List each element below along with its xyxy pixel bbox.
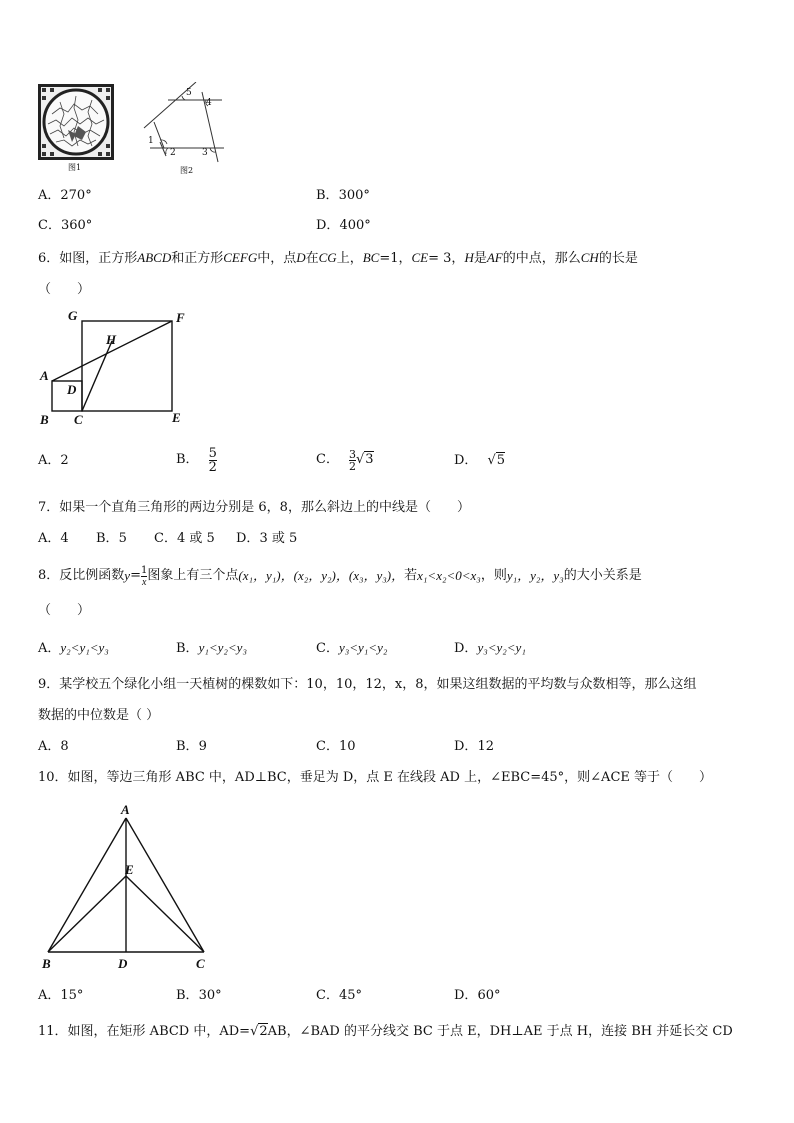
q5-angle-label-5: 5 <box>186 88 192 98</box>
q7-option-c[interactable]: C．4 或 5 <box>154 531 215 546</box>
q8-option-b[interactable]: B．y₁<y₂<y₃ <box>176 640 247 656</box>
q6-label-f: F <box>176 310 185 325</box>
q10-figure <box>36 802 216 974</box>
q9-option-c[interactable]: C．10 <box>316 739 356 754</box>
q6-option-c[interactable]: C． $\frac{3}{2}$ √3 <box>316 447 374 473</box>
q6-option-d-radical: √5 <box>487 453 506 468</box>
q5-option-c[interactable]: C．360° <box>38 218 93 233</box>
q6-option-b[interactable]: B． $\frac{5}{2}$ <box>176 445 217 475</box>
q10-option-c[interactable]: C．45° <box>316 988 362 1003</box>
q6-option-c-fraction: $\frac{3}{2}$ <box>348 447 356 473</box>
window-pattern-figure <box>38 84 114 160</box>
q7-stem: 7．如果一个直角三角形的两边分别是 6，8，那么斜边上的中线是（ ） <box>38 500 470 515</box>
q8-function-fraction: $\frac{1}{x}$ <box>140 564 148 588</box>
q6-option-a[interactable]: A．2 <box>38 453 69 468</box>
q8-option-a[interactable]: A．y₂<y₁<y₃ <box>38 640 109 656</box>
q10-label-a: A <box>121 802 130 817</box>
q9-option-b[interactable]: B．9 <box>176 739 207 754</box>
q6-label-h: H <box>106 332 117 347</box>
q6-label-e: E <box>172 410 181 425</box>
q6-label-b: B <box>40 412 49 427</box>
q10-label-b: B <box>42 956 51 971</box>
q10-option-d[interactable]: D．60° <box>454 988 501 1003</box>
q6-option-b-fraction: $\frac{5}{2}$ <box>208 445 217 475</box>
q9-option-a[interactable]: A．8 <box>38 739 69 754</box>
q8-option-c[interactable]: C．y₃<y₁<y₂ <box>316 640 388 656</box>
q7-option-d[interactable]: D．3 或 5 <box>236 531 298 546</box>
q5-figure-2 <box>140 82 226 164</box>
q5-angle-label-2: 2 <box>170 148 176 158</box>
q10-option-a[interactable]: A．15° <box>38 988 84 1003</box>
q5-angle-label-3: 3 <box>202 148 208 158</box>
q5-angle-label-1: 1 <box>148 136 154 146</box>
q8-stem-line1: 8． 反比例函数 y = $\frac{1}{x}$ 图象上有三个点 (x₁，y₁)， (x₂，y₂)， (x₃，y₃)， 若 x₁<x₂<0<x₃ ，则 y₁，y₂，y₃ 的大小关系是 <box>38 564 642 588</box>
q10-option-b[interactable]: B．30° <box>176 988 222 1003</box>
q10-label-c: C <box>196 956 205 971</box>
q5-option-a[interactable]: A．270° <box>38 188 92 203</box>
q6-stem-line1: 6．如图，正方形ABCD和正方形CEFG中，点D在CG上，BC=1，CE= 3，H是AF的中点，那么CH的长是 <box>38 250 638 266</box>
q9-option-d[interactable]: D．12 <box>454 739 494 754</box>
q6-label-d: D <box>67 382 77 397</box>
q5-angle-label-4: 4 <box>206 98 212 108</box>
q6-figure <box>36 306 196 426</box>
q6-option-c-radical: √3 <box>355 452 374 467</box>
q6-label-a: A <box>40 368 49 383</box>
q8-option-d[interactable]: D．y₃<y₂<y₁ <box>454 640 526 656</box>
q11-radical: √2 <box>250 1024 268 1039</box>
q9-stem-line1: 9．某学校五个绿化小组一天植树的棵数如下：10，10，12，x，8，如果这组数据的平均数与众数相等，那么这组 <box>38 677 697 692</box>
q11-stem-line1: 11．如图，在矩形 ABCD 中，AD=√2AB，∠BAD 的平分线交 BC 于点 E，DH⊥AE 于点 H，连接 BH 并延长交 CD <box>38 1024 733 1039</box>
q5-option-d[interactable]: D．400° <box>316 218 371 233</box>
q6-option-d[interactable]: D． √5 <box>454 453 506 468</box>
q9-stem-line2: 数据的中位数是（ ） <box>38 708 160 723</box>
q7-option-b[interactable]: B．5 <box>96 531 127 546</box>
q5-figure-1-caption: 图1 <box>68 163 82 172</box>
q6-answer-paren: （ ） <box>38 282 91 297</box>
q10-label-e: E <box>125 862 134 877</box>
q10-label-d: D <box>118 956 128 971</box>
q8-answer-paren: （ ） <box>38 603 91 618</box>
q6-label-c: C <box>74 412 83 427</box>
q5-option-b[interactable]: B．300° <box>316 188 370 203</box>
q5-figure-1 <box>38 84 114 160</box>
q6-label-g: G <box>68 308 78 323</box>
q10-stem: 10．如图，等边三角形 ABC 中，AD⊥BC，垂足为 D，点 E 在线段 AD 上，∠EBC=45°，则∠ACE 等于（ ） <box>38 770 713 785</box>
q5-figure-2-caption: 图2 <box>180 166 194 175</box>
q7-option-a[interactable]: A．4 <box>38 531 69 546</box>
